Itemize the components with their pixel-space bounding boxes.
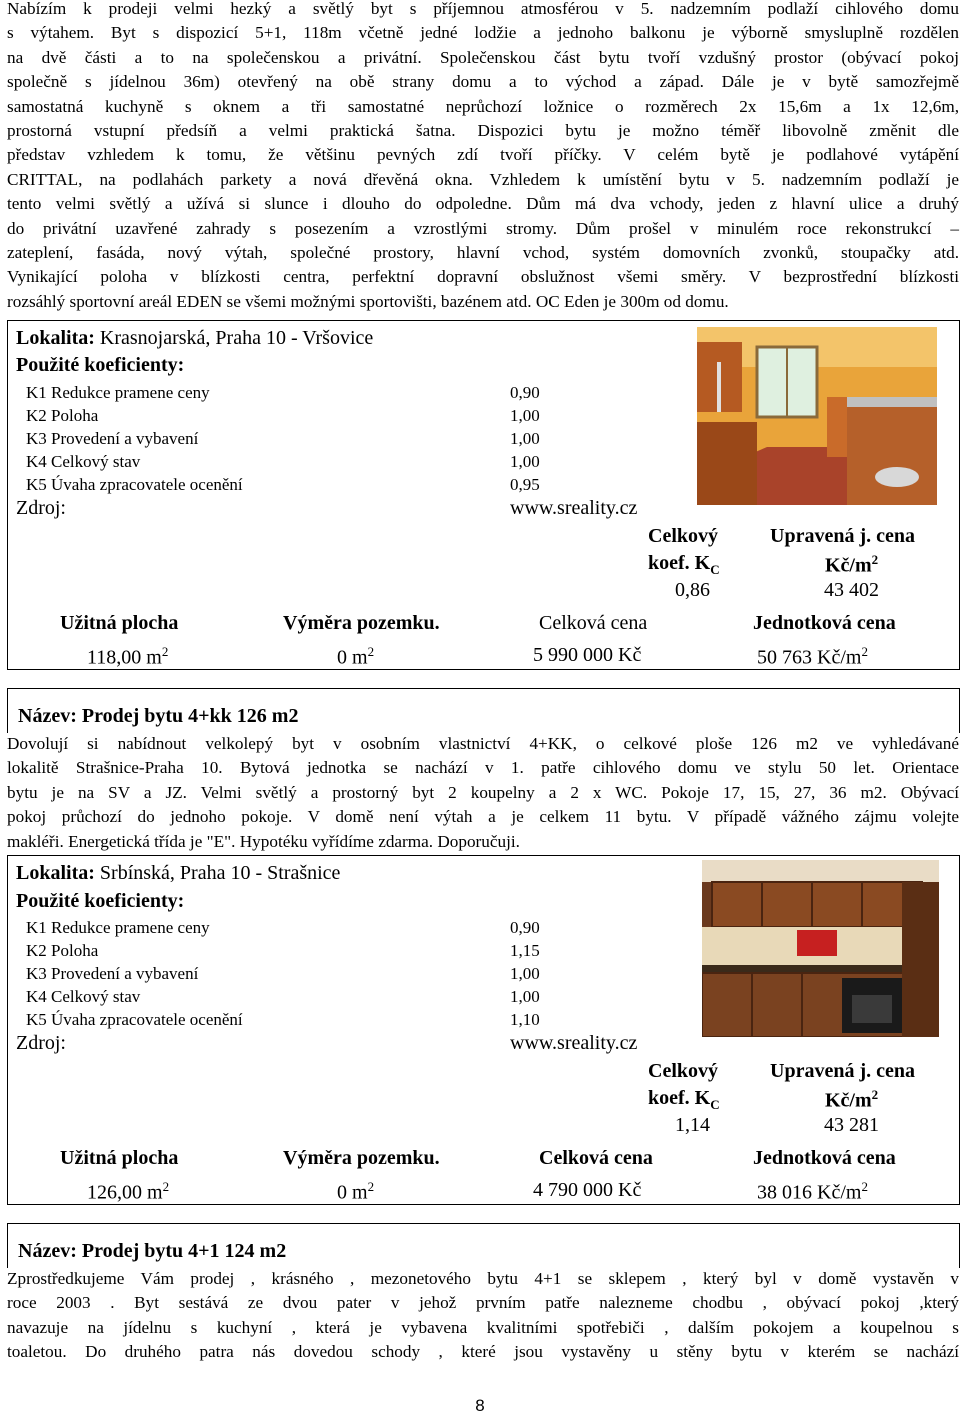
col-header-pozemek: Výměra pozemku. (283, 1147, 440, 1169)
text-line: lokalitě Strašnice-Praha 10. Bytová jednotka se nachází v 1. patře cihlového domu ve stylu 50 let. Orientace (7, 758, 959, 778)
upravena-label: Upravená j. cena (770, 525, 915, 547)
col-header-celkova: Celková cena (539, 612, 648, 634)
jednotkova-text: 38 016 Kč/m (757, 1181, 862, 1204)
kitchen-photo (697, 327, 937, 505)
text-line: samostatná kuchyně s oknem a tři samostatné neprůchozí ložnice o rozměrech 2x 15,6m a 1x 12,6m, (7, 96, 959, 116)
text-line: prostorná vstupní předsíň a velmi praktická šatna. Dispozici bytu je možno téměř libovolně změnit dle (7, 121, 959, 141)
plocha-text: 118,00 m (87, 646, 162, 669)
wooden-kitchen-photo-svg (702, 860, 939, 1037)
plocha-value (87, 644, 168, 670)
pozemek-sup: 2 (367, 1179, 375, 1194)
jednotkova-sup: 2 (861, 1179, 868, 1194)
intro-paragraph (7, 0, 959, 314)
coef-value: 0,95 (510, 475, 540, 494)
koef-value: 0,86 (675, 579, 710, 601)
upravena-value: 43 281 (824, 1114, 879, 1136)
coef-label: K1 Redukce pramene ceny (26, 918, 210, 937)
text-line: navazuje na jídelnu s kuchyní , která je vybavena kvalitními spotřebiči , dalším pokojem a koupelnou s (7, 1317, 959, 1337)
text-line: Dovolují si nabídnout velkolepý byt v osobním vlastnictví 4+KK, o celkové ploše 126 m2 ve vyhledávané (7, 734, 959, 753)
koeficienty-heading: Použité koeficienty: (16, 354, 185, 376)
col-header-jednotkova: Jednotková cena (753, 612, 896, 634)
text-line: zateplení, fasáda, nový výtah, společné prostory, hlavní vchod, systém domovních zvonků, stoupačky atd. (7, 243, 959, 263)
text-line: společně s jídelnou 36m) otevřený na obě strany domu a to východ a západ. Dále je v bytě samozřejmě (7, 72, 959, 92)
pozemek-value (337, 1179, 374, 1205)
coef-label: K4 Celkový stav (26, 452, 141, 471)
coef-value: 1,00 (510, 987, 540, 1006)
text-line: pokoj průchozí do jednoho pokoje. V domě není výtah a je celkem 11 bytu. V případě vážného zájmu volejte (7, 807, 959, 827)
col-header-jednotkova: Jednotková cena (753, 1147, 896, 1169)
lokalita-line (16, 862, 340, 885)
text-line: na dvě části a to na společenskou a privátní. Společenskou část bytu tvoří vzdušný prostor (obývací pokoj (7, 47, 959, 67)
koef-sub: C (710, 1097, 720, 1112)
text-line: toaletou. Do druhého patra nás dovedou schody , které jsou vystavěny u stěny bytu v kterém se nachází (7, 1342, 959, 1362)
coef-label: K1 Redukce pramene ceny (26, 383, 210, 402)
kc-m2-sup: 2 (871, 1087, 879, 1102)
coef-label: K2 Poloha (26, 941, 99, 960)
col-header-celkova: Celková cena (539, 1147, 653, 1169)
coef-label: K5 Úvaha zpracovatele ocenění (26, 1010, 243, 1029)
jednotkova-cena-value (757, 644, 868, 670)
lokalita-label: Lokalita: (16, 862, 95, 884)
pozemek-text: 0 m (337, 646, 368, 669)
koef-sub: C (710, 562, 720, 577)
plocha-sup: 2 (161, 644, 169, 659)
listing-2-description (7, 732, 959, 854)
listing-3-title: Název: Prodej bytu 4+1 124 m2 (18, 1240, 287, 1262)
plocha-value (87, 1179, 169, 1205)
zdroj-value: www.sreality.cz (510, 497, 638, 519)
coef-value: 1,15 (510, 941, 540, 960)
celkovy-label: Celkový (648, 525, 718, 547)
plocha-sup: 2 (162, 1179, 170, 1194)
lokalita-line (16, 327, 373, 350)
zdroj-label: Zdroj: (16, 497, 66, 519)
upravena-label: Upravená j. cena (770, 1060, 915, 1082)
celkova-cena-value: 4 790 000 Kč (533, 1179, 642, 1201)
coef-label: K3 Provedení a vybavení (26, 964, 199, 983)
celkovy-label: Celkový (648, 1060, 718, 1082)
kc-m2-text: Kč/m (825, 1089, 872, 1112)
text-line: tento velmi světlý a užívá si slunce i dlouho do odpoledne. Dům má dva vchody, jeden z hlavní ulice a druhý (7, 194, 959, 214)
kc-m2-label (825, 1087, 878, 1113)
koeficienty-heading: Použité koeficienty: (16, 890, 185, 912)
text-line: roce 2003 . Byt sestává ze dvou pater v jehož prvním patře nalezneme chodbu , obývací pokoj ,který (7, 1293, 959, 1313)
coef-label: K3 Provedení a vybavení (26, 429, 199, 448)
text-line: s výtahem. Byt s dispozicí 5+1, 118m včetně jedné lodžie a jednoho balkonu je výborně smysluplně rozdělen (7, 23, 959, 43)
zdroj-label: Zdroj: (16, 1032, 66, 1054)
page-number: 8 (475, 1396, 485, 1415)
coef-label: K2 Poloha (26, 406, 99, 425)
koef-label (648, 1087, 720, 1113)
coef-label: K4 Celkový stav (26, 987, 141, 1006)
coef-value: 0,90 (510, 918, 540, 937)
text-line: makléři. Energetická třída je "E". Hypotéku vyřídíme zdarma. Doporučuji. (7, 831, 520, 851)
kc-m2-label (825, 552, 878, 578)
text-line: Vynikající poloha v blízkosti centra, perfektní dopravní obslužnost všemi směry. V bezprostřední blízkosti (7, 267, 959, 287)
text-line: CRITTAL, na podlahách parkety a nová dřevěná okna. Vzhledem k umístění bytu v 5. nadzemním podlaží je (7, 169, 959, 189)
listing-3-description (7, 1267, 959, 1365)
coef-value: 1,00 (510, 429, 540, 448)
coef-value: 1,00 (510, 964, 540, 983)
text-line: představ vzhledem k tomu, že většinu pevných zdí tvoří příčky. V celém bytě je podlahové vytápění (7, 145, 959, 165)
text-line: do privátní uzavřené zahrady s posezením a vzrostlými stromy. Dům prošel v minulém roce rekonstrukcí – (7, 218, 959, 238)
zdroj-value: www.sreality.cz (510, 1032, 638, 1054)
coef-value: 1,10 (510, 1010, 540, 1029)
col-header-pozemek: Výměra pozemku. (283, 612, 440, 634)
koef-label (648, 552, 720, 578)
kc-m2-sup: 2 (871, 552, 879, 567)
lokalita-value: Srbínská, Praha 10 - Strašnice (94, 862, 341, 884)
plocha-text: 126,00 m (87, 1181, 163, 1204)
kc-m2-text: Kč/m (825, 554, 872, 577)
listing-2-title: Název: Prodej bytu 4+kk 126 m2 (18, 705, 299, 727)
pozemek-text: 0 m (337, 1181, 368, 1204)
text-line: Zprostředkujeme Vám prodej , krásného , mezonetového bytu 4+1 se sklepem , který byl v domě vystavěn v (7, 1269, 959, 1288)
lokalita-label: Lokalita: (16, 327, 95, 349)
upravena-value: 43 402 (824, 579, 879, 601)
jednotkova-text: 50 763 Kč/m (757, 646, 862, 669)
coef-value: 1,00 (510, 406, 540, 425)
koef-value: 1,14 (675, 1114, 710, 1136)
coef-value: 0,90 (510, 383, 540, 402)
wooden-kitchen-photo (702, 860, 939, 1037)
pozemek-value (337, 644, 374, 670)
coef-label: K5 Úvaha zpracovatele ocenění (26, 475, 243, 494)
pozemek-sup: 2 (367, 644, 375, 659)
kitchen-photo-svg (697, 327, 937, 505)
jednotkova-sup: 2 (861, 644, 868, 659)
text-line: Nabízím k prodeji velmi hezký a světlý byt s příjemnou atmosférou v 5. nadzemním podlaží cihlového domu (7, 0, 959, 18)
text-line: bytu je na SV a JZ. Velmi světlý a prostorný byt 2 koupelny a 2 x WC. Pokoje 17, 15, 27, 36 m2. Obývací (7, 782, 959, 802)
lokalita-value: Krasnojarská, Praha 10 - Vršovice (94, 327, 374, 349)
col-header-plocha: Užitná plocha (60, 1147, 179, 1169)
col-header-plocha: Užitná plocha (60, 612, 179, 634)
text-line: rozsáhlý sportovní areál EDEN se všemi možnými sportovišti, bazénem atd. OC Eden je 300m od domu. (7, 291, 729, 311)
koef-label-text: koef. K (648, 1087, 711, 1109)
jednotkova-cena-value (757, 1179, 868, 1205)
koef-label-text: koef. K (648, 552, 711, 574)
coef-value: 1,00 (510, 452, 540, 471)
celkova-cena-value: 5 990 000 Kč (533, 644, 642, 666)
